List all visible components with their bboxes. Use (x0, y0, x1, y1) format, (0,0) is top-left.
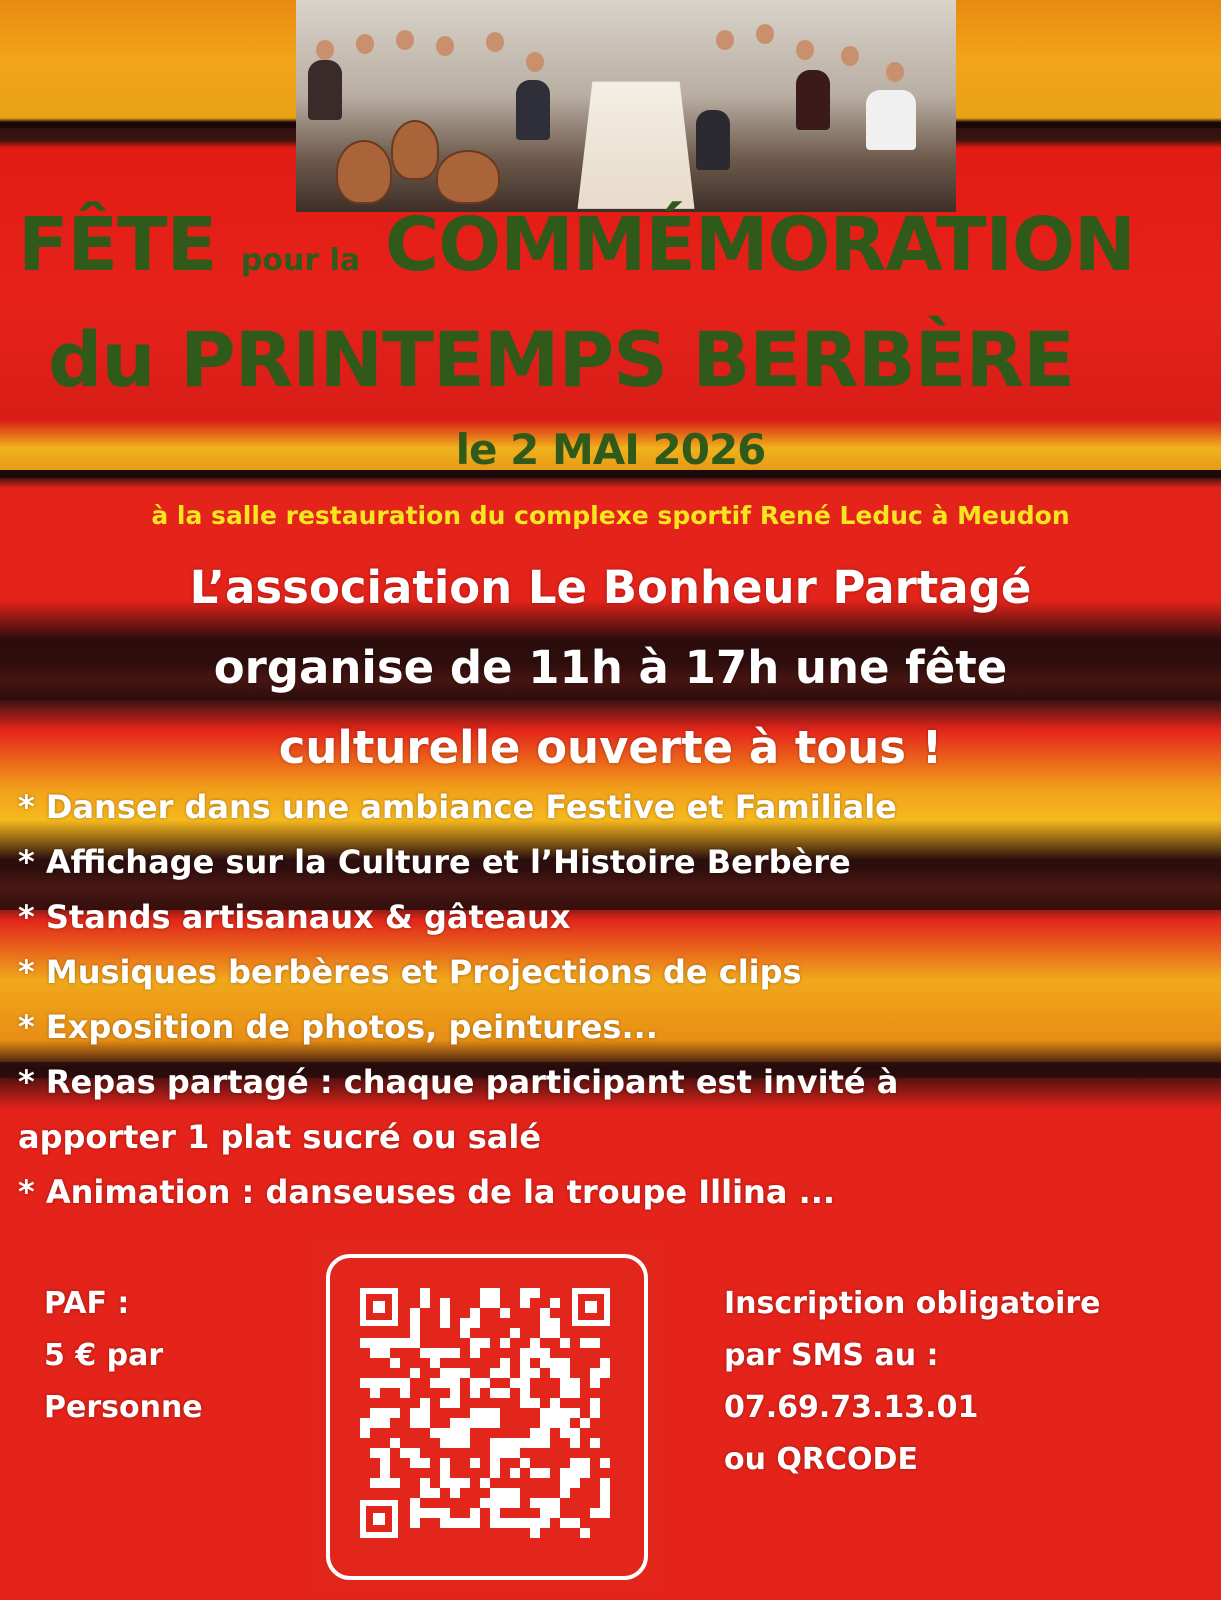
qr-module (360, 1418, 370, 1428)
qr-module (470, 1378, 480, 1388)
qr-module (410, 1458, 420, 1468)
qr-module (580, 1468, 590, 1478)
qr-module (440, 1458, 450, 1468)
qr-module (470, 1458, 480, 1468)
qr-module (420, 1288, 430, 1298)
qr-module (410, 1508, 420, 1518)
banquet-table (577, 82, 694, 209)
registration-line: par SMS au : (724, 1338, 939, 1373)
qr-module (600, 1508, 610, 1518)
qr-module (380, 1378, 390, 1388)
qr-module (540, 1508, 550, 1518)
qr-module (510, 1328, 520, 1338)
qr-module (450, 1378, 460, 1388)
intro-line: culturelle ouverte à tous ! (278, 721, 943, 774)
qr-module (590, 1438, 600, 1448)
qr-module (490, 1488, 500, 1498)
qr-module (600, 1368, 610, 1378)
qr-module (470, 1388, 480, 1398)
qr-module (420, 1408, 430, 1418)
qr-module (500, 1438, 510, 1448)
qr-module (380, 1408, 390, 1418)
pottery-icon (391, 120, 439, 180)
qr-module (420, 1508, 430, 1518)
qr-module (430, 1508, 440, 1518)
qr-module (570, 1438, 580, 1448)
qr-module (370, 1338, 380, 1348)
qr-module (600, 1498, 610, 1508)
person-icon (886, 62, 904, 82)
qr-module (490, 1438, 500, 1448)
qr-module (540, 1308, 550, 1318)
qr-module (410, 1518, 420, 1528)
qr-module (440, 1518, 450, 1528)
qr-module (370, 1418, 380, 1428)
qr-module (430, 1358, 440, 1368)
qr-module (450, 1388, 460, 1398)
qr-module (540, 1498, 550, 1508)
qr-module (370, 1448, 380, 1458)
qr-module (380, 1478, 390, 1488)
qr-module (470, 1508, 480, 1518)
person-icon (796, 70, 830, 130)
qr-module (580, 1528, 590, 1538)
qr-module (490, 1388, 500, 1398)
pottery-icon (436, 150, 500, 204)
list-item: * Exposition de photos, peintures... (18, 1008, 658, 1046)
registration-phone[interactable]: 07.69.73.13.01 (724, 1390, 979, 1425)
qr-module (550, 1418, 560, 1428)
qr-module (590, 1398, 600, 1408)
qr-module (530, 1518, 540, 1528)
qr-module (560, 1488, 570, 1498)
qr-module (560, 1478, 570, 1488)
qr-module (440, 1398, 450, 1408)
price-info (44, 1278, 203, 1434)
registration-line: Inscription obligatoire (724, 1286, 1101, 1321)
qr-module (540, 1428, 550, 1438)
qr-module (490, 1508, 500, 1518)
person-icon (696, 110, 730, 170)
qr-module (490, 1408, 500, 1418)
qr-module (430, 1488, 440, 1498)
qr-module (390, 1358, 400, 1368)
qr-module (410, 1318, 420, 1328)
qr-module (560, 1368, 570, 1378)
qr-module (520, 1298, 530, 1308)
event-date: le 2 MAI 2026 (455, 425, 766, 474)
qr-module (520, 1398, 530, 1408)
qr-module (410, 1408, 420, 1418)
qr-module (570, 1468, 580, 1478)
qr-module (450, 1348, 460, 1358)
price-label: PAF : (44, 1286, 130, 1321)
qr-module (420, 1398, 430, 1408)
qr-module (550, 1368, 560, 1378)
list-item: * Stands artisanaux & gâteaux (18, 898, 571, 936)
qr-module (470, 1418, 480, 1428)
qr-module (510, 1468, 520, 1478)
price-unit: Personne (44, 1390, 203, 1425)
qr-module (480, 1478, 490, 1488)
list-item: * Danser dans une ambiance Festive et Familiale (18, 788, 897, 826)
qr-module (450, 1398, 460, 1408)
qr-module (510, 1378, 520, 1388)
qr-module (460, 1478, 470, 1488)
title-connector: pour la (240, 243, 361, 278)
qr-finder-icon (360, 1288, 398, 1326)
qr-module (530, 1428, 540, 1438)
qr-module (430, 1428, 440, 1438)
qr-module (560, 1358, 570, 1368)
qr-module (520, 1378, 530, 1388)
qr-module (470, 1308, 480, 1318)
activity-list (18, 780, 1208, 1220)
qr-module (490, 1498, 500, 1508)
qr-module (450, 1428, 460, 1438)
qr-module (560, 1338, 570, 1348)
qr-module (530, 1368, 540, 1378)
qr-module (400, 1378, 410, 1388)
registration-line: ou QRCODE (724, 1442, 918, 1477)
qr-module (500, 1498, 510, 1508)
qr-module (510, 1518, 520, 1528)
qr-module (490, 1288, 500, 1298)
qr-module (590, 1338, 600, 1348)
qr-module (520, 1368, 530, 1378)
qr-module (510, 1498, 520, 1508)
qr-module (420, 1418, 430, 1428)
qr-module (360, 1378, 370, 1388)
qr-module (570, 1428, 580, 1438)
qr-module (370, 1408, 380, 1418)
qr-module (530, 1498, 540, 1508)
qr-module (370, 1478, 380, 1488)
qr-module (590, 1378, 600, 1388)
list-item: * Musiques berbères et Projections de clips (18, 953, 802, 991)
qr-module (480, 1338, 490, 1348)
person-icon (356, 34, 374, 54)
list-item: * Repas partagé : chaque participant est invité à (18, 1063, 899, 1101)
qr-module (600, 1358, 610, 1368)
qr-module (550, 1328, 560, 1338)
qr-module (470, 1408, 480, 1418)
qr-code-panel[interactable] (312, 1240, 662, 1592)
qr-module (590, 1408, 600, 1418)
person-icon (486, 32, 504, 52)
qr-module (440, 1468, 450, 1478)
qr-module (430, 1348, 440, 1358)
person-icon (796, 40, 814, 60)
qr-module (410, 1308, 420, 1318)
qr-module (410, 1368, 420, 1378)
qr-module (440, 1378, 450, 1388)
qr-module (380, 1338, 390, 1348)
qr-module (540, 1518, 550, 1528)
qr-module (450, 1368, 460, 1378)
price-amount: 5 € par (44, 1338, 164, 1373)
qr-module (370, 1348, 380, 1358)
person-icon (316, 40, 334, 60)
qr-module (540, 1418, 550, 1428)
qr-module (380, 1468, 390, 1478)
qr-module (560, 1468, 570, 1478)
qr-module (570, 1388, 580, 1398)
qr-module (550, 1318, 560, 1328)
qr-module (400, 1448, 410, 1458)
qr-module (590, 1508, 600, 1518)
qr-module (540, 1358, 550, 1368)
qr-module (550, 1358, 560, 1368)
person-icon (866, 90, 916, 150)
intro-line: L’association Le Bonheur Partagé (189, 561, 1032, 614)
qr-module (480, 1378, 490, 1388)
qr-module (480, 1498, 490, 1508)
qr-module (540, 1468, 550, 1478)
qr-module (530, 1348, 540, 1358)
person-icon (436, 36, 454, 56)
qr-module (580, 1418, 590, 1428)
person-icon (526, 52, 544, 72)
qr-module (490, 1368, 500, 1378)
qr-module (370, 1378, 380, 1388)
qr-module (440, 1428, 450, 1438)
qr-module (480, 1288, 490, 1298)
qr-module (560, 1518, 570, 1528)
qr-module (530, 1338, 540, 1348)
qr-module (500, 1388, 510, 1398)
list-item: * Animation : danseuses de la troupe Illina ... (18, 1173, 836, 1211)
title-word-commemoration: COMMÉMORATION (384, 202, 1135, 288)
qr-module (580, 1458, 590, 1468)
qr-module (530, 1468, 540, 1478)
qr-module (520, 1358, 530, 1368)
event-photo (296, 0, 956, 212)
qr-module (560, 1408, 570, 1418)
qr-module (550, 1298, 560, 1308)
qr-module (540, 1348, 550, 1358)
association-intro (0, 548, 1221, 788)
person-icon (841, 46, 859, 66)
pottery-icon (336, 140, 392, 204)
qr-module (600, 1488, 610, 1498)
qr-module (560, 1418, 570, 1428)
qr-module (500, 1518, 510, 1528)
qr-module (480, 1298, 490, 1308)
qr-module (380, 1448, 390, 1458)
qr-module (570, 1408, 580, 1418)
qr-module (560, 1388, 570, 1398)
list-item: apporter 1 plat sucré ou salé (18, 1118, 542, 1156)
qr-module (460, 1318, 470, 1328)
qr-module (470, 1518, 480, 1528)
qr-module (540, 1408, 550, 1418)
qr-module (460, 1368, 470, 1378)
qr-module (460, 1428, 470, 1438)
qr-module (530, 1528, 540, 1538)
qr-module (460, 1518, 470, 1528)
qr-module (380, 1348, 390, 1358)
qr-module (490, 1448, 500, 1458)
title-word-fete: FÊTE (18, 202, 217, 288)
qr-module (470, 1348, 480, 1358)
qr-module (530, 1438, 540, 1448)
qr-module (460, 1418, 470, 1428)
qr-module (440, 1308, 450, 1318)
qr-module (400, 1388, 410, 1398)
qr-module (520, 1388, 530, 1398)
qr-module (440, 1478, 450, 1488)
qr-module (450, 1518, 460, 1528)
qr-module (490, 1518, 500, 1528)
qr-module (450, 1488, 460, 1498)
qr-module (360, 1428, 370, 1438)
qr-module (530, 1288, 540, 1298)
qr-module (520, 1348, 530, 1358)
qr-module (540, 1318, 550, 1328)
qr-module (570, 1378, 580, 1388)
qr-module (390, 1408, 400, 1418)
qr-module (590, 1368, 600, 1378)
qr-module (450, 1438, 460, 1448)
qr-module (420, 1458, 430, 1468)
qr-module (440, 1298, 450, 1308)
event-title-line1 (18, 200, 1218, 306)
qr-module (570, 1458, 580, 1468)
qr-module (510, 1448, 520, 1458)
qr-module (480, 1418, 490, 1428)
event-venue: à la salle restauration du complexe sportif René Leduc à Meudon (151, 501, 1070, 530)
qr-module (480, 1408, 490, 1418)
qr-module (420, 1298, 430, 1308)
person-icon (516, 80, 550, 140)
qr-module (500, 1358, 510, 1368)
qr-module (550, 1398, 560, 1408)
qr-module (600, 1478, 610, 1488)
qr-module (420, 1348, 430, 1358)
qr-module (390, 1378, 400, 1388)
qr-module (540, 1328, 550, 1338)
qr-module (410, 1328, 420, 1338)
qr-module (470, 1338, 480, 1348)
qr-module (390, 1338, 400, 1348)
qr-module (560, 1428, 570, 1438)
qr-module (420, 1478, 430, 1488)
qr-module (360, 1338, 370, 1348)
qr-module (450, 1478, 460, 1488)
qr-module (490, 1458, 500, 1468)
qr-module (500, 1368, 510, 1378)
qr-finder-icon (360, 1500, 398, 1538)
qr-module (440, 1348, 450, 1358)
qr-module (390, 1438, 400, 1448)
qr-module (410, 1338, 420, 1348)
qr-module (470, 1318, 480, 1328)
qr-module (460, 1438, 470, 1448)
qr-module (430, 1378, 440, 1388)
person-icon (716, 30, 734, 50)
qr-module (520, 1288, 530, 1298)
person-icon (396, 30, 414, 50)
qr-module (530, 1398, 540, 1408)
qr-module (540, 1438, 550, 1448)
qr-module (380, 1458, 390, 1468)
qr-code-icon[interactable] (360, 1288, 610, 1538)
qr-module (580, 1338, 590, 1348)
list-item: * Affichage sur la Culture et l’Histoire Berbère (18, 843, 851, 881)
person-icon (308, 60, 342, 120)
qr-module (440, 1318, 450, 1328)
qr-module (570, 1518, 580, 1528)
qr-finder-icon (572, 1288, 610, 1326)
qr-module (510, 1488, 520, 1498)
qr-module (550, 1508, 560, 1518)
qr-module (510, 1438, 520, 1448)
qr-module (440, 1438, 450, 1448)
qr-module (500, 1448, 510, 1458)
qr-module (600, 1458, 610, 1468)
qr-module (550, 1408, 560, 1418)
qr-module (410, 1448, 420, 1458)
qr-module (520, 1458, 530, 1468)
qr-module (440, 1368, 450, 1378)
qr-module (420, 1488, 430, 1498)
person-icon (756, 24, 774, 44)
qr-module (570, 1478, 580, 1488)
qr-module (400, 1338, 410, 1348)
qr-module (370, 1388, 380, 1398)
qr-module (490, 1298, 500, 1308)
intro-line: organise de 11h à 17h une fête (213, 641, 1008, 694)
qr-module (490, 1418, 500, 1428)
registration-info (724, 1278, 1101, 1486)
qr-module (440, 1508, 450, 1518)
qr-module (380, 1418, 390, 1428)
qr-module (500, 1308, 510, 1318)
qr-module (500, 1488, 510, 1498)
qr-module (560, 1378, 570, 1388)
qr-module (390, 1478, 400, 1488)
event-title-line2: du PRINTEMPS BERBÈRE (48, 315, 1075, 404)
qr-module (490, 1468, 500, 1478)
qr-module (520, 1438, 530, 1448)
qr-module (410, 1498, 420, 1508)
qr-module (450, 1418, 460, 1428)
qr-module (520, 1518, 530, 1528)
qr-module (460, 1328, 470, 1338)
qr-module (410, 1418, 420, 1428)
qr-module (550, 1498, 560, 1508)
qr-module (500, 1338, 510, 1348)
